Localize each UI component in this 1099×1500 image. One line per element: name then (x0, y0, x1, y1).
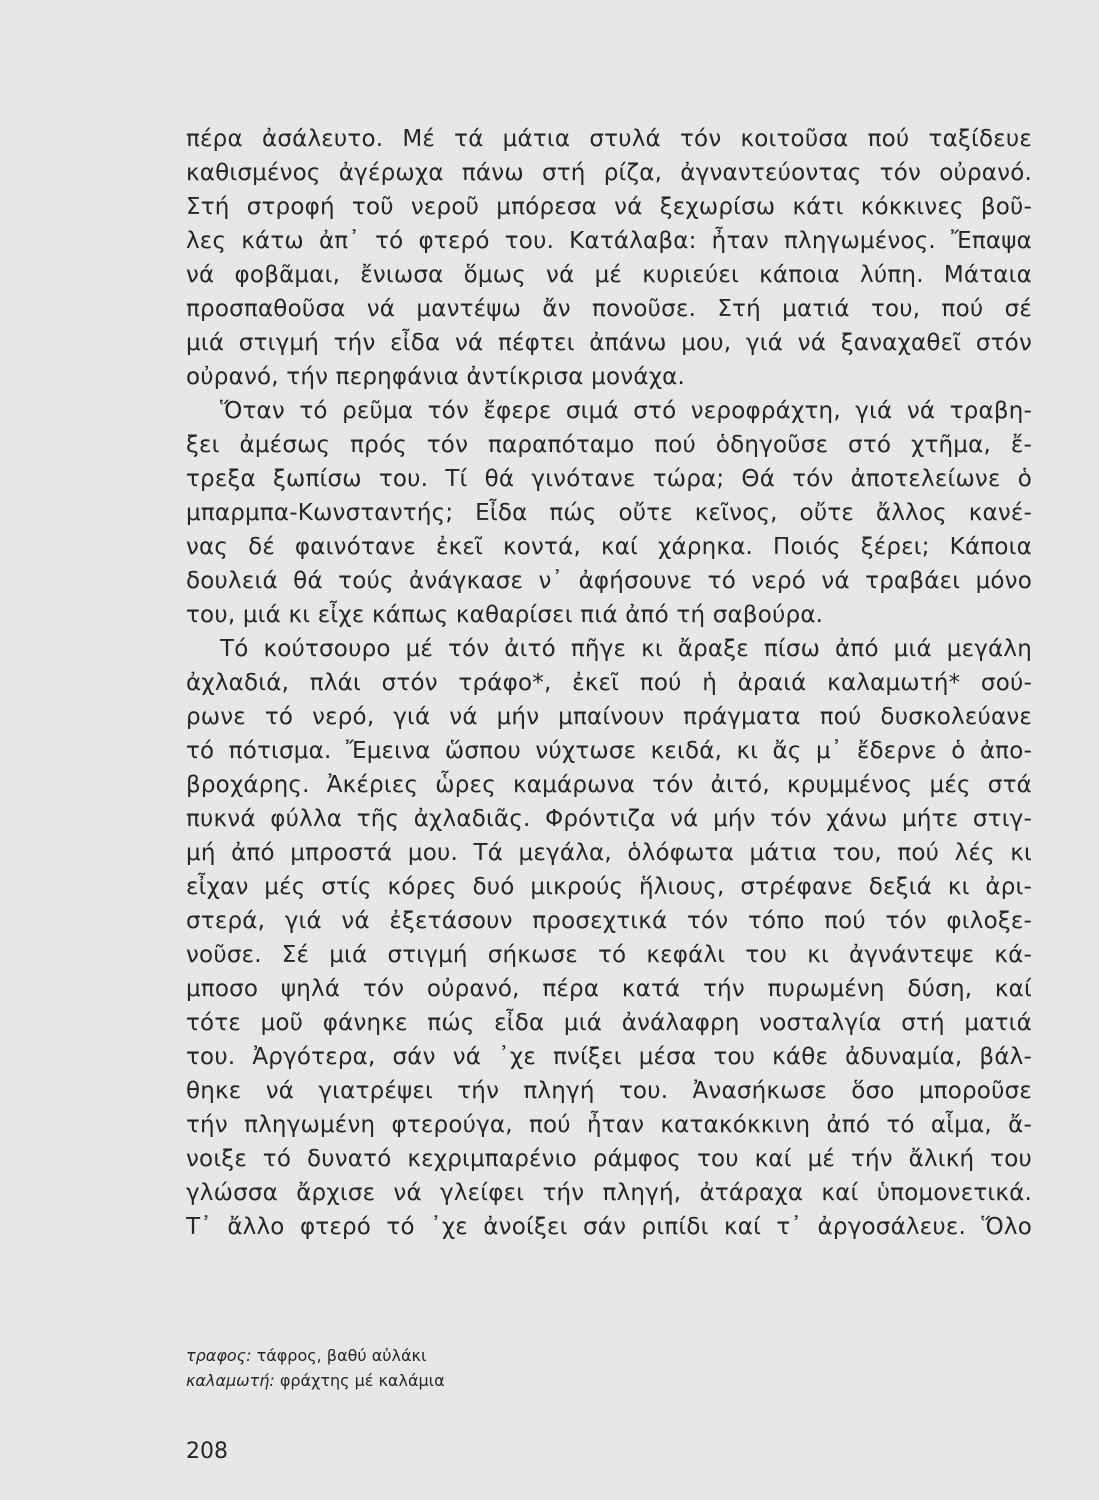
footnote (186, 1368, 786, 1393)
text-line: βροχάρης. Ἀκέριες ὧρες καμάρωνα τόν ἀιτό, κρυμμένος μές στά (186, 772, 1032, 798)
footnote-definition: φράχτης μέ καλάμια (279, 1371, 445, 1390)
text-line: πέρα ἀσάλευτο. Μέ τά μάτια στυλά τόν κοιτοῦσα πού ταξίδευε (186, 126, 1032, 152)
text-line: μιά στιγμή τήν εἶδα νά πέφτει ἀπάνω μου, γιά νά ξαναχαθεῖ στόν (186, 330, 1032, 356)
text-line: Τό κούτσουρο μέ τόν ἀιτό πῆγε κι ἄραξε πίσω ἀπό μιά μεγάλη (220, 636, 1032, 662)
text-line: προσπαθοῦσα νά μαντέψω ἄν πονοῦσε. Στή ματιά του, πού σέ (186, 296, 1032, 322)
text-line: εἶχαν μές στίς κόρες δυό μικρούς ἥλιους, στρέφανε δεξιά κι ἀρι- (186, 874, 1032, 900)
text-line: οὐρανό, τήν περηφάνια ἀντίκρισα μονάχα. (186, 364, 686, 390)
text-line: θηκε νά γιατρέψει τήν πληγή του. Ἀνασήκωσε ὅσο μποροῦσε (186, 1078, 1032, 1104)
footnote-term: τραφος: (186, 1346, 252, 1365)
paragraph-3 (186, 632, 1032, 1244)
text-line: ξει ἀμέσως πρός τόν παραπόταμο πού ὁδηγοῦσε στό χτῆμα, ἔ- (186, 432, 1032, 458)
page-number: 208 (186, 1439, 228, 1464)
footnote (186, 1343, 786, 1368)
text-line: γλώσσα ἄρχισε νά γλείφει τήν πληγή, ἀτάραχα καί ὑπομονετικά. (186, 1180, 1032, 1206)
footnote-term: καλαμωτή: (186, 1371, 275, 1390)
text-line: μπαρμπα-Κωνσταντής; Εἶδα πώς οὔτε κεῖνος, οὔτε ἄλλος κανέ- (186, 500, 1032, 526)
text-line: τότε μοῦ φάνηκε πώς εἶδα μιά ἀνάλαφρη νοσταλγία στή ματιά (186, 1010, 1032, 1036)
text-line: ἀχλαδιά, πλάι στόν τράφο*, ἐκεῖ πού ἡ ἀραιά καλαμωτή* σού- (186, 670, 1032, 696)
text-line: δουλειά θά τούς ἀνάγκασε ν᾽ ἀφήσουνε τό νερό νά τραβάει μόνο (186, 568, 1032, 594)
footnote-definition: τάφρος, βαθύ αὐλάκι (256, 1346, 427, 1365)
paragraph-2 (186, 394, 1032, 632)
text-line: τήν πληγωμένη φτερούγα, πού ἦταν κατακόκκινη ἀπό τό αἷμα, ἄ- (186, 1112, 1032, 1138)
text-line: τό πότισμα. Ἔμεινα ὥσπου νύχτωσε κειδά, κι ἄς μ᾽ ἔδερνε ὁ ἀπο- (186, 738, 1032, 764)
text-line: νοῦσε. Σέ μιά στιγμή σήκωσε τό κεφάλι του κι ἀγνάντεψε κά- (186, 942, 1032, 968)
text-line: του, μιά κι εἶχε κάπως καθαρίσει πιά ἀπό τή σαβούρα. (186, 602, 824, 628)
text-line: νά φοβᾶμαι, ἔνιωσα ὅμως νά μέ κυριεύει κάποια λύπη. Μάταια (186, 262, 1032, 288)
text-line: καθισμένος ἀγέρωχα πάνω στή ρίζα, ἀγναντεύοντας τόν οὐρανό. (186, 160, 1032, 186)
text-line: Ὅταν τό ρεῦμα τόν ἔφερε σιμά στό νεροφράχτη, γιά νά τραβη- (220, 398, 1032, 424)
footnotes (186, 1343, 786, 1393)
text-line: τρεξα ξωπίσω του. Τί θά γινότανε τώρα; Θά τόν ἀποτελείωνε ὁ (186, 466, 1032, 492)
text-line: μή ἀπό μπροστά μου. Τά μεγάλα, ὁλόφωτα μάτια του, πού λές κι (186, 840, 1032, 866)
text-line: πυκνά φύλλα τῆς ἀχλαδιᾶς. Φρόντιζα νά μήν τόν χάνω μήτε στιγ- (186, 806, 1032, 832)
text-line: νοιξε τό δυνατό κεχριμπαρένιο ράμφος του καί μέ τήν ἄλική του (186, 1146, 1032, 1172)
bleed-through-decoration (740, 1385, 1070, 1445)
text-line: στερά, γιά νά ἐξετάσουν προσεχτικά τόν τόπο πού τόν φιλοξε- (186, 908, 1032, 934)
text-line: λες κάτω ἀπ᾽ τό φτερό του. Κατάλαβα: ἦταν πληγωμένος. Ἔπαψα (186, 228, 1032, 254)
text-line: μποσο ψηλά τόν οὐρανό, πέρα κατά τήν πυρωμένη δύση, καί (186, 976, 1032, 1002)
text-line: του. Ἀργότερα, σάν νά ᾽χε πνίξει μέσα του κάθε ἀδυναμία, βάλ- (186, 1044, 1032, 1070)
text-line: Στή στροφή τοῦ νεροῦ μπόρεσα νά ξεχωρίσω κάτι κόκκινες βοῦ- (186, 194, 1032, 220)
paragraph-1 (186, 122, 1032, 394)
body-text (186, 122, 1032, 1244)
text-line: ρωνε τό νερό, γιά νά μήν μπαίνουν πράγματα πού δυσκολεύανε (186, 704, 1032, 730)
text-line: Τ᾽ ἄλλο φτερό τό ᾽χε ἀνοίξει σάν ριπίδι καί τ᾽ ἀργοσάλευε. Ὅλο (186, 1214, 1032, 1240)
text-line: νας δέ φαινότανε ἐκεῖ κοντά, καί χάρηκα. Ποιός ξέρει; Κάποια (186, 534, 1032, 560)
